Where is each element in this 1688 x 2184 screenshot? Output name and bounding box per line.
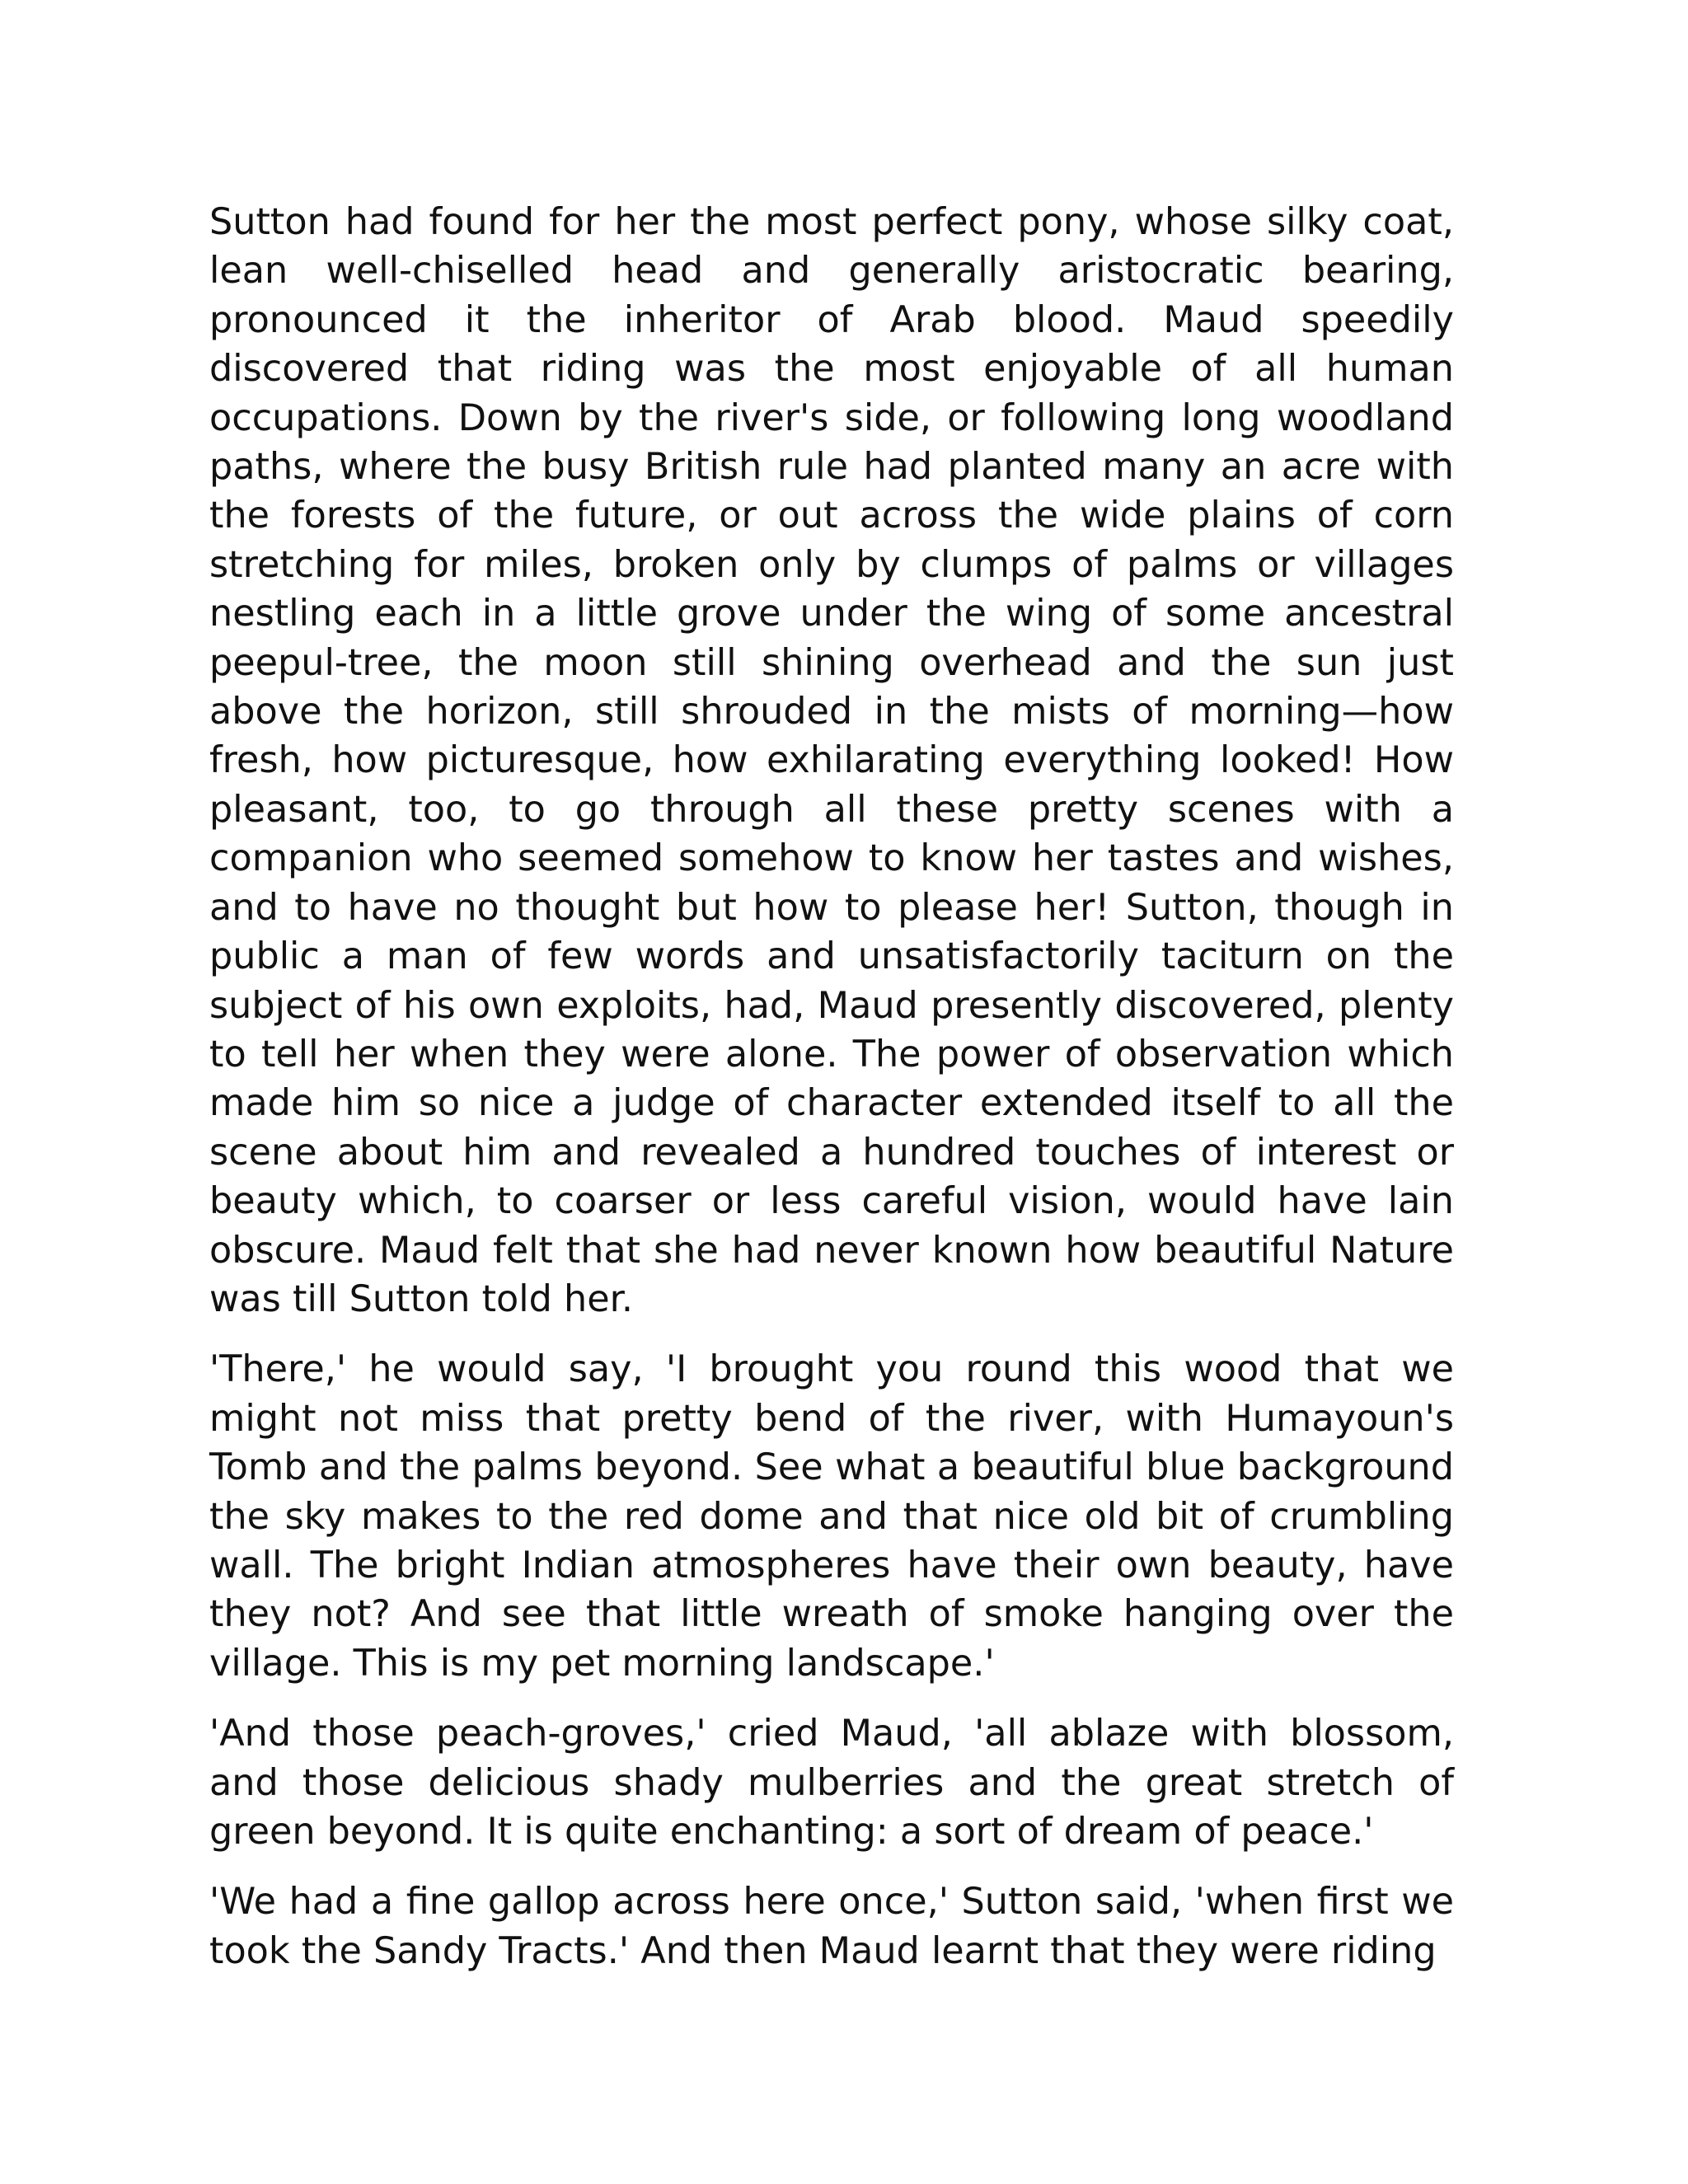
body-text: [209, 198, 1454, 1997]
paragraph: 'We had a fine gallop across here once,' Sutton said, 'when first we took the Sandy Tracts.' And then Maud learnt that they were riding: [209, 1881, 1454, 1972]
paragraph: 'There,' he would say, 'I brought you round this wood that we might not miss that pretty bend of the river, with Humayoun's Tomb and the palms beyond. See what a beautiful blue background the sky makes to the red dome and that nice old bit of crumbling wall. The bright Indian atmospheres have their own beauty, have they not? And see that little wreath of smoke hanging over the village. This is my pet morning landscape.': [209, 1348, 1454, 1685]
paragraph: Sutton had found for her the most perfect pony, whose silky coat, lean well-chiselled head and generally aristocratic bearing, pronounced it the inheritor of Arab blood. Maud speedily discovered that riding was the most enjoyable of all human occupations. Down by the river's side, or following long woodland paths, where the busy British rule had planted many an acre with the forests of the future, or out across the wide plains of corn stretching for miles, broken only by clumps of palms or villages nestling each in a little grove under the wing of some ancestral peepul-tree, the moon still shining overhead and the sun just above the horizon, still shrouded in the mists of morning—how fresh, how picturesque, how exhilarating everything looked! How pleasant, too, to go through all these pretty scenes with a companion who seemed somehow to know her tastes and wishes, and to have no thought but how to please her! Sutton, though in public a man of few words and unsatisfactorily taciturn on the subject of his own exploits, had, Maud presently discovered, plenty to tell her when they were alone. The power of observation which made him so nice a judge of character extended itself to all the scene about him and revealed a hundred touches of interest or beauty which, to coarser or less careful vision, would have lain obscure. Maud felt that she had never known how beautiful Nature was till Sutton told her.: [209, 201, 1454, 1320]
paragraph: 'And those peach-groves,' cried Maud, 'all ablaze with blossom, and those delicious shady mulberries and the great stretch of green beyond. It is quite enchanting: a sort of dream of peace.': [209, 1713, 1454, 1853]
